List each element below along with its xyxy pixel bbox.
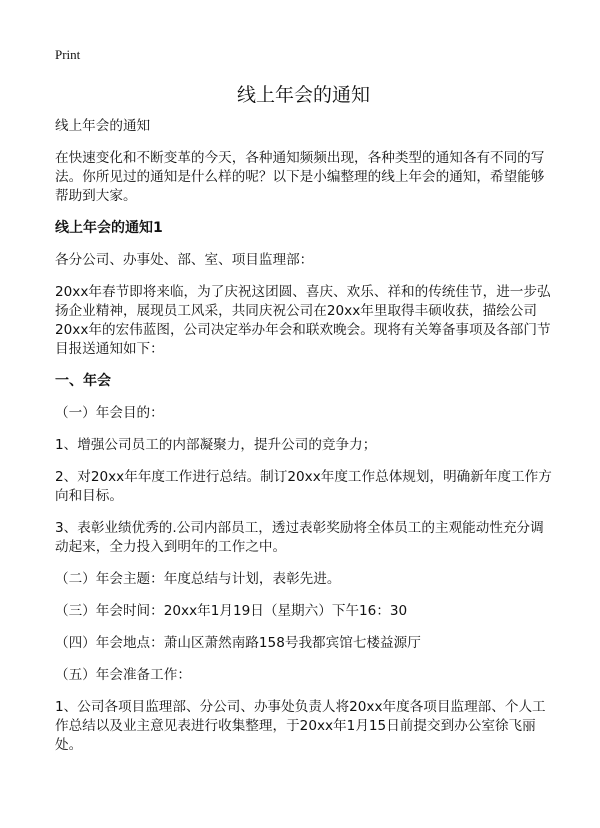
list-item: （五）年会准备工作： bbox=[55, 667, 191, 683]
print-link[interactable]: Print bbox=[55, 47, 81, 62]
page-title: 线上年会的通知 bbox=[236, 84, 370, 106]
list-item: （一）年会目的： bbox=[55, 405, 164, 421]
section-heading: 线上年会的通知1 bbox=[55, 220, 163, 236]
list-item: 3、表彰业绩优秀的.公司内部员工，透过表彰奖励将全体员工的主观能动性充分调动起来，全力投入到明年的工作之中。 bbox=[55, 520, 544, 555]
list-item: （二）年会主题：年度总结与计划，表彰先进。 bbox=[55, 571, 341, 587]
body-paragraph: 20xx年春节即将来临，为了庆祝这团圆、喜庆、欢乐、祥和的传统佳节，进一步弘扬企业精神，展现员工风采，共同庆祝公司在20xx年里取得丰硕收获，描绘公司20xx年的宏伟蓝图，公司决定举办年会和联欢晚会。现将有关筹备事项及各部门节目报送通知如下： bbox=[55, 284, 551, 357]
list-item: （三）年会时间：20xx年1月19日（星期六）下午16：30 bbox=[55, 603, 408, 619]
document-body bbox=[55, 83, 552, 755]
greeting: 各分公司、办事处、部、室、项目监理部： bbox=[55, 252, 314, 268]
list-item: 1、公司各项目监理部、分公司、办事处负责人将20xx年度各项目监理部、个人工作总结以及业主意见表进行收集整理，于20xx年1月15日前提交到办公室徐飞丽处。 bbox=[55, 699, 546, 753]
list-item: （四）年会地点：萧山区萧然南路158号我都宾馆七楼益源厅 bbox=[55, 635, 421, 651]
list-item: 1、增强公司员工的内部凝聚力，提升公司的竞争力； bbox=[55, 437, 377, 453]
list-item: 2、对20xx年年度工作进行总结。制订20xx年度工作总体规划，明确新年度工作方向和目标。 bbox=[55, 469, 552, 504]
part-heading: 一、年会 bbox=[55, 373, 111, 389]
subtitle: 线上年会的通知 bbox=[55, 118, 151, 134]
intro-paragraph: 在快速变化和不断变革的今天，各种通知频频出现，各种类型的通知各有不同的写法。你所见过的通知是什么样的呢？以下是小编整理的线上年会的通知，希望能够帮助到大家。 bbox=[55, 150, 545, 204]
